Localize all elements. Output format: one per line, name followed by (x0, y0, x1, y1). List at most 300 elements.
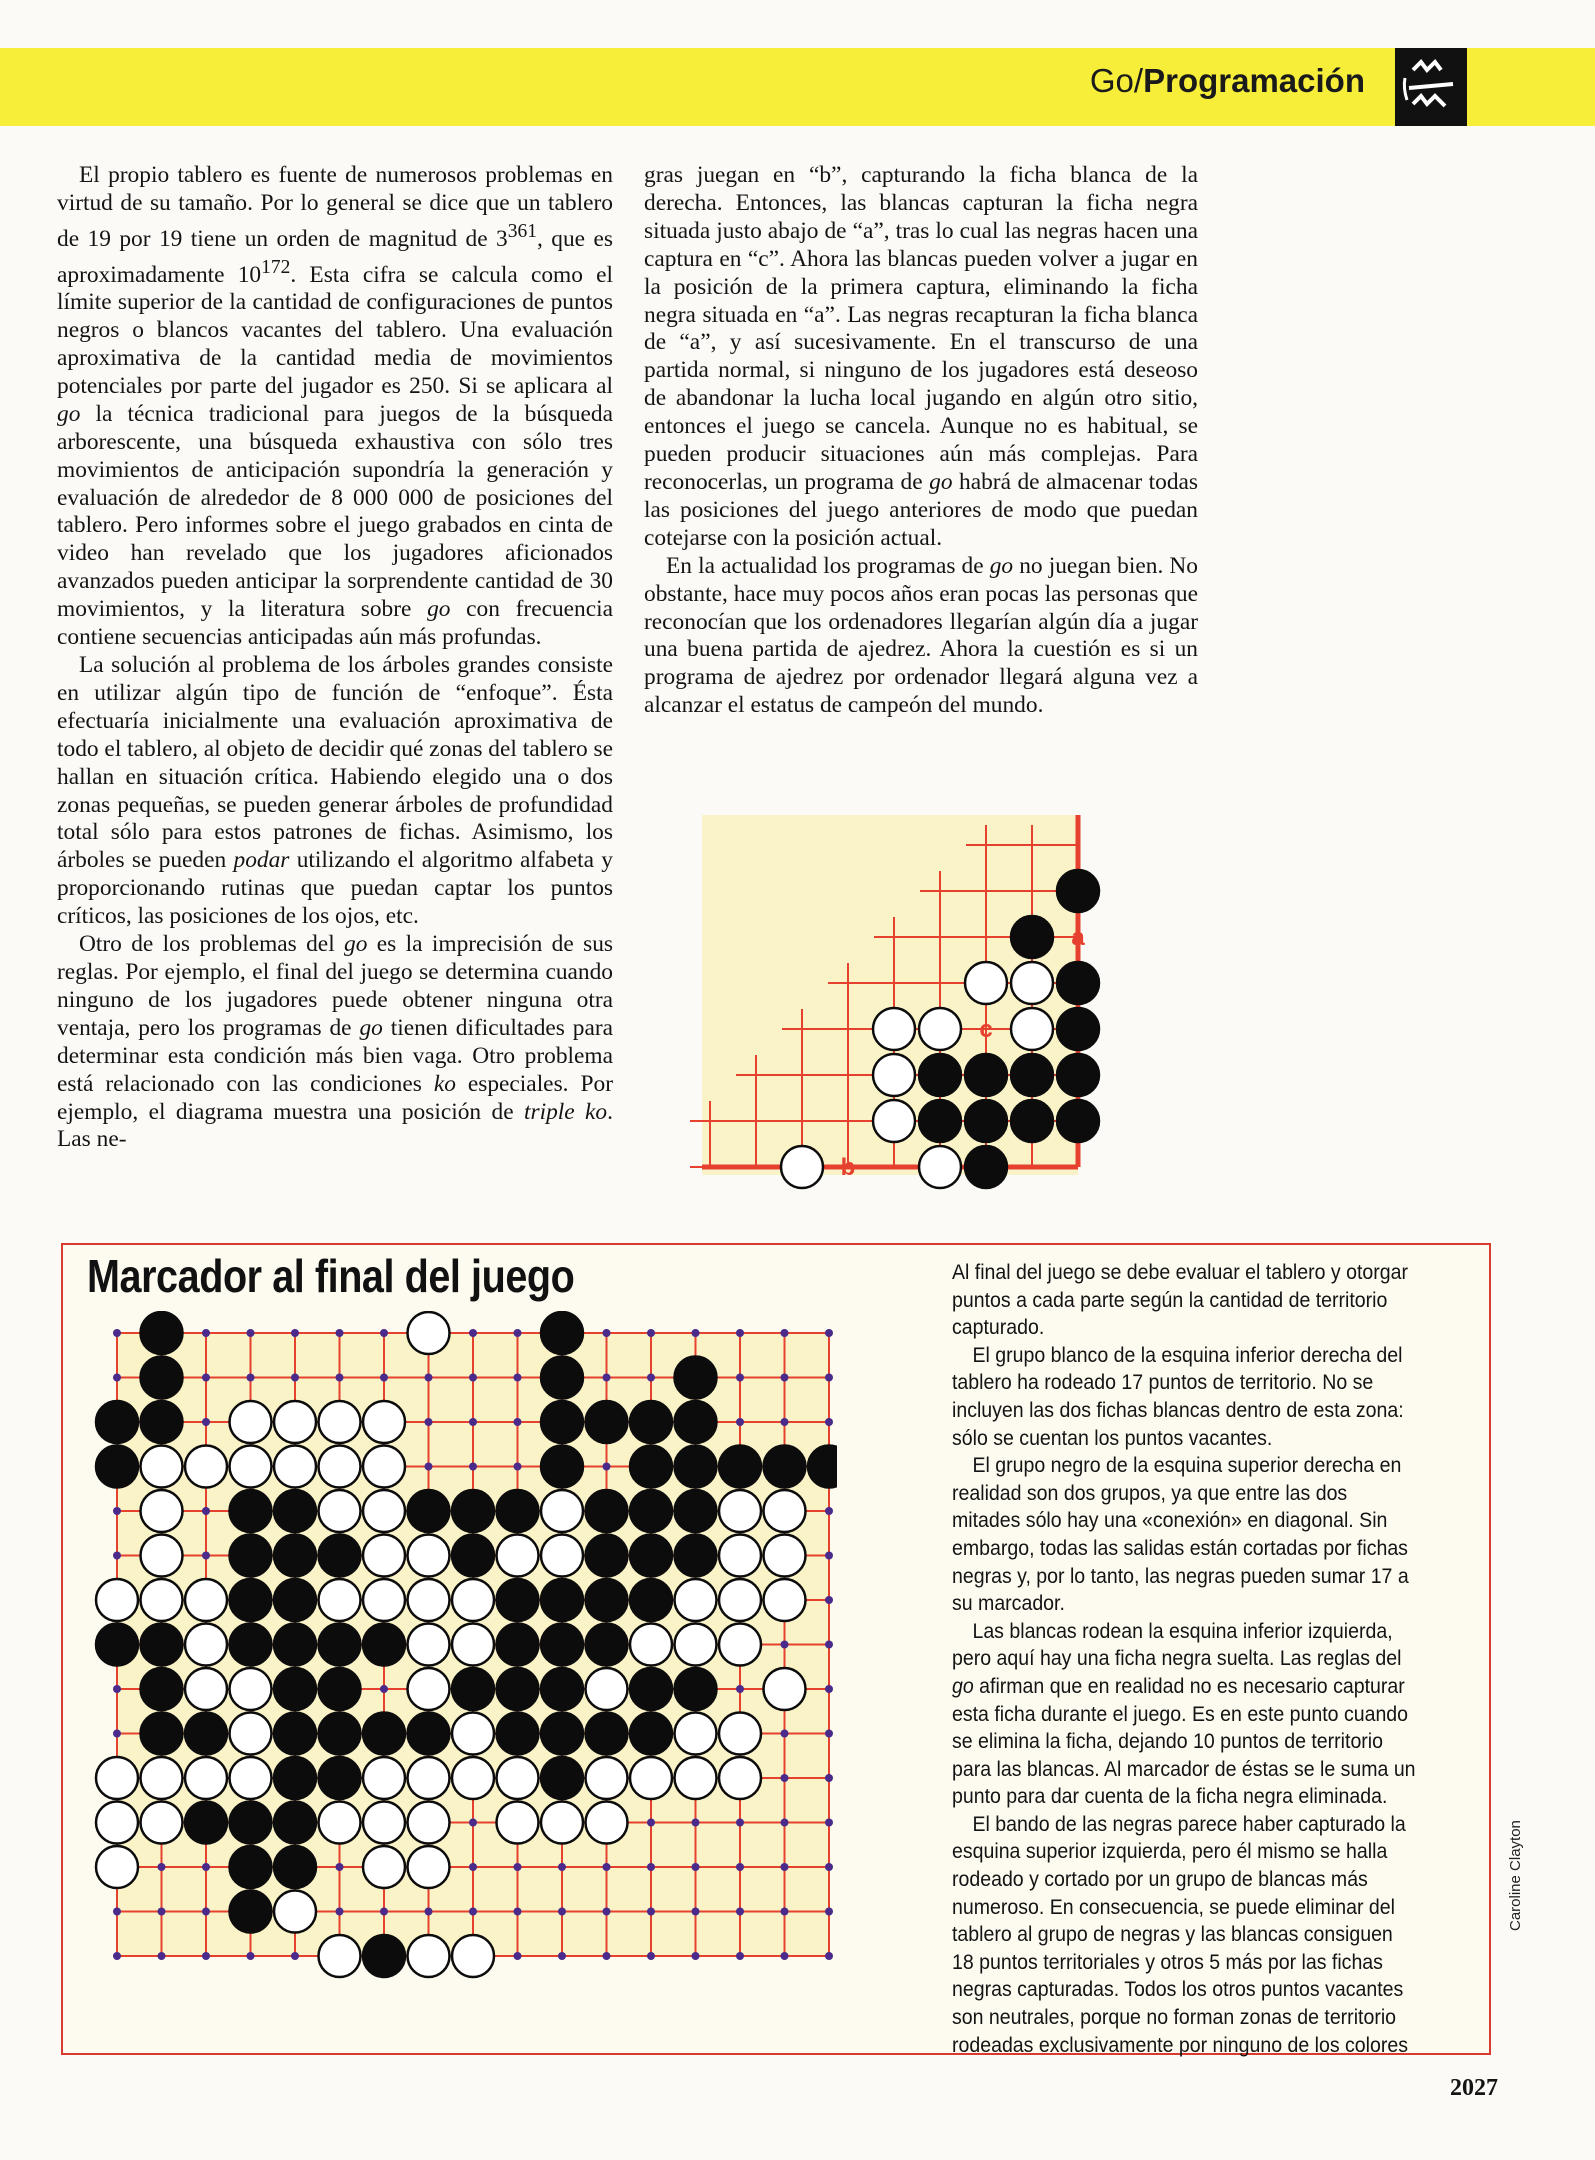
black-stone (541, 1713, 583, 1755)
empty-point-dot (825, 1596, 833, 1604)
empty-point-dot (647, 1374, 655, 1382)
empty-point-dot (781, 1329, 789, 1337)
black-stone (541, 1757, 583, 1799)
empty-point-dot (781, 1730, 789, 1738)
black-stone (586, 1535, 628, 1577)
black-stone (363, 1935, 405, 1977)
triple-ko-diagram (680, 815, 1180, 1200)
box-title: Marcador al final del juego (87, 1250, 575, 1302)
black-stone (965, 1054, 1007, 1096)
black-stone (1057, 1054, 1099, 1096)
empty-point-dot (514, 1952, 522, 1960)
box-text (952, 1259, 1417, 2059)
empty-point-dot (781, 1374, 789, 1382)
white-stone (185, 1579, 227, 1621)
empty-point-dot (825, 1863, 833, 1871)
point-label: c (979, 1016, 993, 1043)
empty-point-dot (514, 1908, 522, 1916)
white-stone (363, 1535, 405, 1577)
empty-point-dot (825, 1552, 833, 1560)
white-stone (781, 1146, 823, 1188)
right-paragraph: gras juegan en “b”, capturando la ficha blanca de la derecha. Entonces, las blancas capturan la ficha negra situada justo abajo de “a”, tras lo cual las negras hacen una captura en “c”. Ahora las blancas pueden volver a jugar en la posición de la primera captura, eliminando la ficha negra situada en “a”. Las negras recapturan la ficha blanca de “a”, y así sucesivamente. En el transcurso de una partida normal, si ninguno de los jugadores está deseoso de abandonar la lucha local jugando en algún otro sitio, entonces el juego se cancela. Aunque no es habitual, se pueden producir situaciones aún más complejas. Para reconocerlas, un programa de go habrá de almacenar todas las posiciones del juego anteriores de modo que puedan cotejarse con la posición actual. (644, 162, 1198, 551)
black-stone (630, 1579, 672, 1621)
empty-point-dot (202, 1552, 210, 1560)
white-stone (363, 1446, 405, 1488)
black-stone (230, 1891, 272, 1933)
white-stone (141, 1757, 183, 1799)
empty-point-dot (469, 1863, 477, 1871)
empty-point-dot (825, 1507, 833, 1515)
white-stone (141, 1446, 183, 1488)
black-stone (452, 1490, 494, 1532)
black-stone (319, 1668, 361, 1710)
point-label: b (840, 1154, 856, 1181)
empty-point-dot (469, 1463, 477, 1471)
empty-point-dot (647, 1863, 655, 1871)
empty-point-dot (736, 1329, 744, 1337)
empty-point-dot (825, 1730, 833, 1738)
black-stone (586, 1713, 628, 1755)
empty-point-dot (692, 1863, 700, 1871)
black-stone (675, 1535, 717, 1577)
black-stone (230, 1802, 272, 1844)
black-stone (719, 1446, 761, 1488)
black-stone (141, 1624, 183, 1666)
empty-point-dot (736, 1908, 744, 1916)
white-stone (230, 1757, 272, 1799)
white-stone (873, 1054, 915, 1096)
empty-point-dot (736, 1819, 744, 1827)
black-stone (630, 1401, 672, 1443)
empty-point-dot (825, 1418, 833, 1426)
black-stone (541, 1579, 583, 1621)
left-paragraph: Otro de los problemas del go es la imprecisión de sus reglas. Por ejemplo, el final del juego se determina cuando ninguno de los jugadores puede obtener ninguna otra ventaja, pero los programas de go tienen dificultades para determinar esta condición más bien vaga. Otro problema está relacionado con las condiciones ko especiales. Por ejemplo, el diagrama muestra una posición de triple ko. Las ne- (57, 931, 614, 1153)
empty-point-dot (558, 1952, 566, 1960)
empty-point-dot (781, 1952, 789, 1960)
empty-point-dot (158, 1908, 166, 1916)
page-number: 2027 (1450, 2075, 1498, 2101)
white-stone (230, 1668, 272, 1710)
empty-point-dot (781, 1418, 789, 1426)
white-stone (541, 1490, 583, 1532)
section-topic: Programación (1143, 62, 1365, 99)
empty-point-dot (291, 1374, 299, 1382)
empty-point-dot (692, 1908, 700, 1916)
white-stone (408, 1846, 450, 1888)
box-paragraph: El bando de las negras parece haber capturado la esquina superior izquierda, pero él mismo se halla rodeado y cortado por un grupo de blancas más numeroso. En consecuencia, se puede eliminar del tablero al grupo de negras y las blancas consiguen 18 puntos territoriales y otros 5 más por las fichas negras capturadas. Todos los otros puntos vacantes son neutrales, porque no forman zonas de territorio rodeadas exclusivamente por ninguno de los colores (952, 1812, 1408, 2057)
empty-point-dot (425, 1374, 433, 1382)
black-stone (497, 1668, 539, 1710)
black-stone (541, 1624, 583, 1666)
black-stone (141, 1713, 183, 1755)
black-stone (141, 1357, 183, 1399)
white-stone (96, 1846, 138, 1888)
black-stone (274, 1757, 316, 1799)
empty-point-dot (425, 1463, 433, 1471)
white-stone (319, 1490, 361, 1532)
black-stone (497, 1490, 539, 1532)
white-stone (319, 1802, 361, 1844)
empty-point-dot (603, 1952, 611, 1960)
empty-point-dot (781, 1641, 789, 1649)
black-stone (185, 1713, 227, 1755)
magazine-logo-icon (1395, 48, 1467, 126)
empty-point-dot (692, 1819, 700, 1827)
black-stone (1057, 1008, 1099, 1050)
black-stone (274, 1624, 316, 1666)
black-stone (96, 1624, 138, 1666)
empty-point-dot (825, 1374, 833, 1382)
empty-point-dot (558, 1908, 566, 1916)
white-stone (719, 1535, 761, 1577)
empty-point-dot (781, 1819, 789, 1827)
empty-point-dot (158, 1952, 166, 1960)
black-stone (230, 1579, 272, 1621)
white-stone (363, 1802, 405, 1844)
white-stone (408, 1802, 450, 1844)
white-stone (408, 1579, 450, 1621)
black-stone (1057, 870, 1099, 912)
black-stone (675, 1446, 717, 1488)
white-stone (497, 1535, 539, 1577)
black-stone (1011, 916, 1053, 958)
empty-point-dot (825, 1641, 833, 1649)
empty-point-dot (336, 1329, 344, 1337)
white-stone (408, 1757, 450, 1799)
white-stone (719, 1713, 761, 1755)
white-stone (363, 1846, 405, 1888)
left-paragraph: La solución al problema de los árboles grandes consiste en utilizar algún tipo de función de “enfoque”. Ésta efectuaría inicialmente una evaluación aproximativa de todo el tablero, al objeto de decidir qué zonas del tablero se hallan en situación crítica. Habiendo elegido una o dos zonas pequeñas, se pueden generar árboles de profundidad total sólo para estos patrones de fichas. Asimismo, los árboles se pueden podar utilizando el algoritmo alfabeta y proporcionando rutinas que puedan captar los puntos críticos, las posiciones de los ojos, etc. (57, 652, 613, 930)
white-stone (408, 1624, 450, 1666)
white-stone (363, 1401, 405, 1443)
black-stone (919, 1100, 961, 1142)
empty-point-dot (825, 1952, 833, 1960)
white-stone (764, 1490, 806, 1532)
empty-point-dot (202, 1507, 210, 1515)
black-stone (586, 1490, 628, 1532)
black-stone (808, 1446, 837, 1488)
black-stone (141, 1668, 183, 1710)
white-stone (185, 1668, 227, 1710)
black-stone (230, 1846, 272, 1888)
white-stone (452, 1935, 494, 1977)
white-stone (185, 1446, 227, 1488)
black-stone (675, 1401, 717, 1443)
black-stone (230, 1490, 272, 1532)
black-stone (497, 1579, 539, 1621)
empty-point-dot (736, 1863, 744, 1871)
white-stone (274, 1446, 316, 1488)
black-stone (1011, 1054, 1053, 1096)
empty-point-dot (247, 1374, 255, 1382)
empty-point-dot (113, 1329, 121, 1337)
empty-point-dot (113, 1552, 121, 1560)
white-stone (675, 1757, 717, 1799)
black-stone (274, 1802, 316, 1844)
empty-point-dot (736, 1685, 744, 1693)
white-stone (141, 1802, 183, 1844)
white-stone (185, 1757, 227, 1799)
white-stone (630, 1757, 672, 1799)
white-stone (185, 1624, 227, 1666)
empty-point-dot (514, 1863, 522, 1871)
empty-point-dot (825, 1819, 833, 1827)
white-stone (363, 1579, 405, 1621)
black-stone (96, 1446, 138, 1488)
black-stone (452, 1668, 494, 1710)
black-stone (1057, 1100, 1099, 1142)
white-stone (919, 1146, 961, 1188)
black-stone (541, 1357, 583, 1399)
black-stone (1011, 1100, 1053, 1142)
empty-point-dot (158, 1863, 166, 1871)
empty-point-dot (647, 1952, 655, 1960)
empty-point-dot (825, 1774, 833, 1782)
white-stone (675, 1624, 717, 1666)
white-stone (408, 1535, 450, 1577)
black-stone (274, 1535, 316, 1577)
black-stone (230, 1624, 272, 1666)
white-stone (452, 1757, 494, 1799)
white-stone (274, 1401, 316, 1443)
white-stone (1011, 962, 1053, 1004)
white-stone (719, 1579, 761, 1621)
white-stone (319, 1579, 361, 1621)
white-stone (764, 1668, 806, 1710)
black-stone (497, 1624, 539, 1666)
empty-point-dot (514, 1329, 522, 1337)
box-paragraph: Las blancas rodean la esquina inferior izquierda, pero aquí hay una ficha negra suelta. Las reglas del go afirman que en realidad no es necesario capturar esta ficha durante el juego. Es en este punto cuando se elimina la ficha, dejando 10 puntos de territorio para las blancas. Al marcador de éstas se le suma un punto para dar cuenta de la ficha negra eliminada. (952, 1619, 1416, 1809)
article-column-right (644, 162, 1198, 720)
white-stone (141, 1535, 183, 1577)
black-stone (675, 1357, 717, 1399)
black-stone (541, 1668, 583, 1710)
empty-point-dot (202, 1908, 210, 1916)
white-stone (319, 1401, 361, 1443)
white-stone (408, 1935, 450, 1977)
white-stone (873, 1008, 915, 1050)
black-stone (630, 1535, 672, 1577)
empty-point-dot (113, 1685, 121, 1693)
empty-point-dot (380, 1685, 388, 1693)
box-paragraph: El grupo negro de la esquina superior derecha en realidad son dos grupos, ya que entre las dos mitades sólo hay una «conexión» en diagonal. Sin embargo, todas las salidas están cortadas por fichas negras y, por lo tanto, las negras pueden sumar 17 a su marcador. (952, 1454, 1409, 1616)
empty-point-dot (692, 1952, 700, 1960)
white-stone (319, 1935, 361, 1977)
black-stone (965, 1100, 1007, 1142)
empty-point-dot (558, 1863, 566, 1871)
empty-point-dot (336, 1908, 344, 1916)
black-stone (586, 1624, 628, 1666)
white-stone (764, 1535, 806, 1577)
photo-credit: Caroline Clayton (1507, 1820, 1524, 1931)
empty-point-dot (380, 1329, 388, 1337)
empty-point-dot (336, 1863, 344, 1871)
black-stone (497, 1713, 539, 1755)
empty-point-dot (692, 1329, 700, 1337)
black-stone (363, 1624, 405, 1666)
empty-point-dot (113, 1730, 121, 1738)
section-name: Go/ (1089, 62, 1144, 99)
empty-point-dot (825, 1908, 833, 1916)
empty-point-dot (202, 1952, 210, 1960)
black-stone (541, 1446, 583, 1488)
white-stone (452, 1624, 494, 1666)
empty-point-dot (736, 1374, 744, 1382)
white-stone (141, 1579, 183, 1621)
empty-point-dot (113, 1507, 121, 1515)
black-stone (319, 1757, 361, 1799)
white-stone (541, 1802, 583, 1844)
white-stone (919, 1008, 961, 1050)
empty-point-dot (425, 1908, 433, 1916)
empty-point-dot (202, 1329, 210, 1337)
black-stone (274, 1668, 316, 1710)
box-paragraph: Al final del juego se debe evaluar el tablero y otorgar puntos a cada parte según la cantidad de territorio capturado. (952, 1261, 1408, 1340)
black-stone (274, 1490, 316, 1532)
white-stone (873, 1100, 915, 1142)
black-stone (919, 1054, 961, 1096)
black-stone (630, 1446, 672, 1488)
empty-point-dot (113, 1374, 121, 1382)
black-stone (319, 1624, 361, 1666)
black-stone (230, 1535, 272, 1577)
empty-point-dot (514, 1418, 522, 1426)
scoring-box (61, 1243, 1491, 2055)
white-stone (497, 1802, 539, 1844)
empty-point-dot (514, 1374, 522, 1382)
article-column-left (57, 162, 613, 1154)
black-stone (541, 1401, 583, 1443)
black-stone (675, 1490, 717, 1532)
empty-point-dot (825, 1685, 833, 1693)
empty-point-dot (202, 1418, 210, 1426)
empty-point-dot (469, 1374, 477, 1382)
empty-point-dot (647, 1819, 655, 1827)
empty-point-dot (425, 1418, 433, 1426)
black-stone (586, 1401, 628, 1443)
black-stone (408, 1713, 450, 1755)
white-stone (630, 1624, 672, 1666)
empty-point-dot (202, 1374, 210, 1382)
empty-point-dot (336, 1374, 344, 1382)
empty-point-dot (781, 1908, 789, 1916)
black-stone (1057, 962, 1099, 1004)
white-stone (363, 1757, 405, 1799)
black-stone (141, 1401, 183, 1443)
empty-point-dot (825, 1329, 833, 1337)
white-stone (764, 1579, 806, 1621)
white-stone (719, 1624, 761, 1666)
white-stone (363, 1490, 405, 1532)
white-stone (230, 1446, 272, 1488)
white-stone (141, 1490, 183, 1532)
empty-point-dot (647, 1908, 655, 1916)
white-stone (319, 1446, 361, 1488)
white-stone (586, 1802, 628, 1844)
white-stone (541, 1535, 583, 1577)
black-stone (274, 1579, 316, 1621)
black-stone (586, 1579, 628, 1621)
black-stone (630, 1490, 672, 1532)
empty-point-dot (647, 1329, 655, 1337)
black-stone (965, 1146, 1007, 1188)
empty-point-dot (603, 1329, 611, 1337)
empty-point-dot (603, 1463, 611, 1471)
white-stone (719, 1757, 761, 1799)
right-paragraph: En la actualidad los programas de go no juegan bien. No obstante, hace muy pocos años eran pocas las personas que reconocían que los ordenadores llegarían algún día a jugar una buena partida de ajedrez. Ahora la cuestión es si un programa de ajedrez por ordenador llegará alguna vez a alcanzar el estatus de campeón del mundo. (644, 552, 1198, 719)
white-stone (408, 1668, 450, 1710)
left-paragraph: El propio tablero es fuente de numerosos problemas en virtud de su tamaño. Por lo general se dice que un tablero de 19 por 19 tiene un orden de magnitud de $3^{361}$, que es aproximadamente $10^{172}$. Esta cifra se calcula como el límite superior de la cantidad de configuraciones de puntos negros o blancos vacantes del tablero. Una evaluación aproximativa de la cantidad media de movimientos potenciales por parte del jugador es 250. Si se aplicara al go la técnica tradicional para juegos de la búsqueda arborescente, una búsqueda exhaustiva con sólo tres movimientos de anticipación supondría la generación y evaluación de alrededor de 8 000 000 de posiciones del tablero. Pero informes sobre el juego grabados en cinta de video han revelado que los jugadores aficionados avanzados pueden anticipar la sorprendente cantidad de 30 movimientos, y la literatura sobre go con frecuencia contiene secuencias anticipadas aún más profundas. (57, 162, 613, 651)
white-stone (230, 1401, 272, 1443)
white-stone (586, 1757, 628, 1799)
black-stone (541, 1312, 583, 1354)
empty-point-dot (380, 1374, 388, 1382)
white-stone (675, 1579, 717, 1621)
white-stone (965, 962, 1007, 1004)
empty-point-dot (469, 1418, 477, 1426)
black-stone (675, 1668, 717, 1710)
white-stone (408, 1312, 450, 1354)
empty-point-dot (736, 1952, 744, 1960)
black-stone (408, 1490, 450, 1532)
black-stone (764, 1446, 806, 1488)
white-stone (274, 1891, 316, 1933)
empty-point-dot (380, 1908, 388, 1916)
black-stone (274, 1713, 316, 1755)
black-stone (630, 1668, 672, 1710)
white-stone (452, 1579, 494, 1621)
empty-point-dot (736, 1418, 744, 1426)
empty-point-dot (202, 1863, 210, 1871)
empty-point-dot (291, 1952, 299, 1960)
black-stone (630, 1713, 672, 1755)
black-stone (452, 1535, 494, 1577)
section-title (1090, 62, 1365, 100)
empty-point-dot (469, 1908, 477, 1916)
empty-point-dot (291, 1329, 299, 1337)
black-stone (141, 1312, 183, 1354)
white-stone (586, 1668, 628, 1710)
empty-point-dot (469, 1329, 477, 1337)
empty-point-dot (514, 1463, 522, 1471)
white-stone (96, 1802, 138, 1844)
empty-point-dot (113, 1952, 121, 1960)
black-stone (96, 1401, 138, 1443)
empty-point-dot (113, 1908, 121, 1916)
white-stone (96, 1757, 138, 1799)
empty-point-dot (603, 1908, 611, 1916)
white-stone (719, 1490, 761, 1532)
black-stone (274, 1846, 316, 1888)
white-stone (497, 1757, 539, 1799)
empty-point-dot (603, 1863, 611, 1871)
white-stone (96, 1579, 138, 1621)
empty-point-dot (781, 1774, 789, 1782)
white-stone (1011, 1008, 1053, 1050)
empty-point-dot (469, 1819, 477, 1827)
section-header (0, 48, 1595, 126)
black-stone (185, 1802, 227, 1844)
white-stone (230, 1713, 272, 1755)
final-board-diagram (77, 1311, 837, 2046)
empty-point-dot (603, 1374, 611, 1382)
black-stone (319, 1713, 361, 1755)
black-stone (319, 1535, 361, 1577)
empty-point-dot (247, 1952, 255, 1960)
box-paragraph: El grupo blanco de la esquina inferior derecha del tablero ha rodeado 17 puntos de territorio. No se incluyen las dos fichas blancas dentro de esta zona: sólo se cuentan los puntos vacantes. (952, 1343, 1404, 1450)
white-stone (675, 1713, 717, 1755)
white-stone (452, 1713, 494, 1755)
